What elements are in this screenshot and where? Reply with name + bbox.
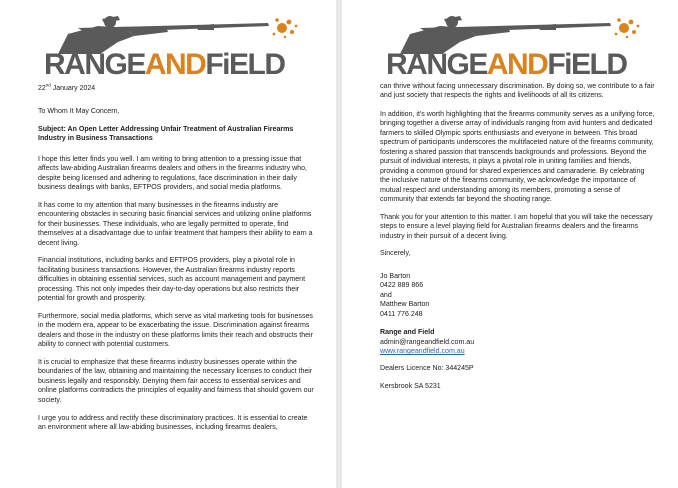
company-email: admin@rangeandfield.com.au (380, 338, 475, 346)
paragraph: I urge you to address and rectify these discriminatory practices. It is essential to create an environment where all law-abiding businesses, including firearms dealers, (38, 414, 308, 432)
range-and-field-logo (38, 14, 300, 81)
closing: Sincerely, (380, 250, 411, 258)
subject-line: Subject: An Open Letter Addressing Unfair Treatment of Australian Firearms Industry in Business Transactions (38, 125, 294, 143)
company-name: Range and Field (380, 329, 435, 337)
letter-body-left (38, 107, 314, 441)
paragraph: I hope this letter finds you well. I am writing to bring attention to a pressing issue that affects law-abiding Australian firearms dealers and others in the firearms industry who, despite being licensed and adhering to regulations, face discrimination in their daily business dealings with banks, EFTPOS providers, and social media platforms. (38, 155, 307, 192)
salutation: To Whom It May Concern, (38, 108, 120, 115)
dealers-licence: Dealers Licence No: 344245P (380, 365, 474, 373)
letter-body-right (380, 82, 656, 400)
letter-page-1 (0, 0, 336, 488)
paragraph: Financial institutions, including banks and EFTPOS providers, play a pivotal role in facilitating business transactions. However, the Australian firearms industry reports difficulties in obtaining essential services, such as account management and payment processing. This not only impedes their day-to-day operations but also restricts their potential for growth and prosperity. (38, 257, 306, 303)
logo-wordmark: RANGEANDFiELD (386, 48, 627, 81)
signer-name: Matthew Barton (380, 301, 430, 309)
paragraph: Thank you for your attention to this matter. I am hopeful that you will take the necessary steps to ensure a level playing field for Australian firearms dealers and the firearms industry in their pursuit of a decent living. (380, 213, 653, 240)
paragraph: It is crucial to emphasize that these firearms industry businesses operate within the boundaries of the law, obtaining and maintaining the necessary licenses to conduct their business legally and responsibly. Denying them fair access to essential services and online platforms contradicts the principles of equality and fairness that should govern our society. (38, 359, 314, 404)
company-address: Kersbrook SA 5231 (380, 383, 441, 391)
company-website-link[interactable]: www.rangeandfield.com.au (380, 348, 465, 356)
paragraph: It has come to my attention that many businesses in the firearms industry are encountering obstacles in securing basic financial services and utilizing online platforms for their businesses. These individuals, who are legally permitted to operate, find themselves at a disadvantage due to unfair treatment that hampers their ability to earn a decent living. (38, 201, 313, 247)
paragraph: Furthermore, social media platforms, which serve as vital marketing tools for businesses in the modern era, appear to be exacerbating the issue. Discrimination against firearms dealers and those in the industry on these platforms limits their reach and obstructs their ability to connect with potential customers. (38, 312, 313, 349)
signer-phone: 0422 889 866 (380, 282, 424, 290)
paragraph-continuation: can thrive without facing unnecessary discrimination. By doing so, we contribute to a fair and just society that respects the rights and livelihoods of all its citizens. (380, 83, 655, 100)
letter-date: 22nd January 2024 (38, 82, 96, 92)
and-text: and (380, 291, 392, 299)
letter-page-2 (342, 0, 678, 488)
signer-name: Jo Barton (380, 272, 411, 280)
paragraph: In addition, it's worth highlighting that the firearms community serves as a unifying force, bringing together a diverse array of individuals ranging from avid hunters and dedicated farmers to skilled Olympic sports enthusiasts and everyone in between. This broad spectrum of participants underscores the multifaceted nature of the firearms community, fostering a shared passion that transcends backgrounds and professions. Beyond the pursuit of individual interests, it plays a pivotal role in uniting families and friends, providing a common ground for shared experiences and camaraderie. By celebrating the inclusive nature of the firearms community, we acknowledge the importance of mutual respect and understanding among its members, promoting a sense of community that extends far beyond the shooting range. (380, 110, 655, 203)
signer-phone: 0411 776 248 (380, 310, 423, 318)
range-and-field-logo (380, 14, 642, 81)
logo-wordmark: RANGEANDFiELD (44, 48, 285, 81)
